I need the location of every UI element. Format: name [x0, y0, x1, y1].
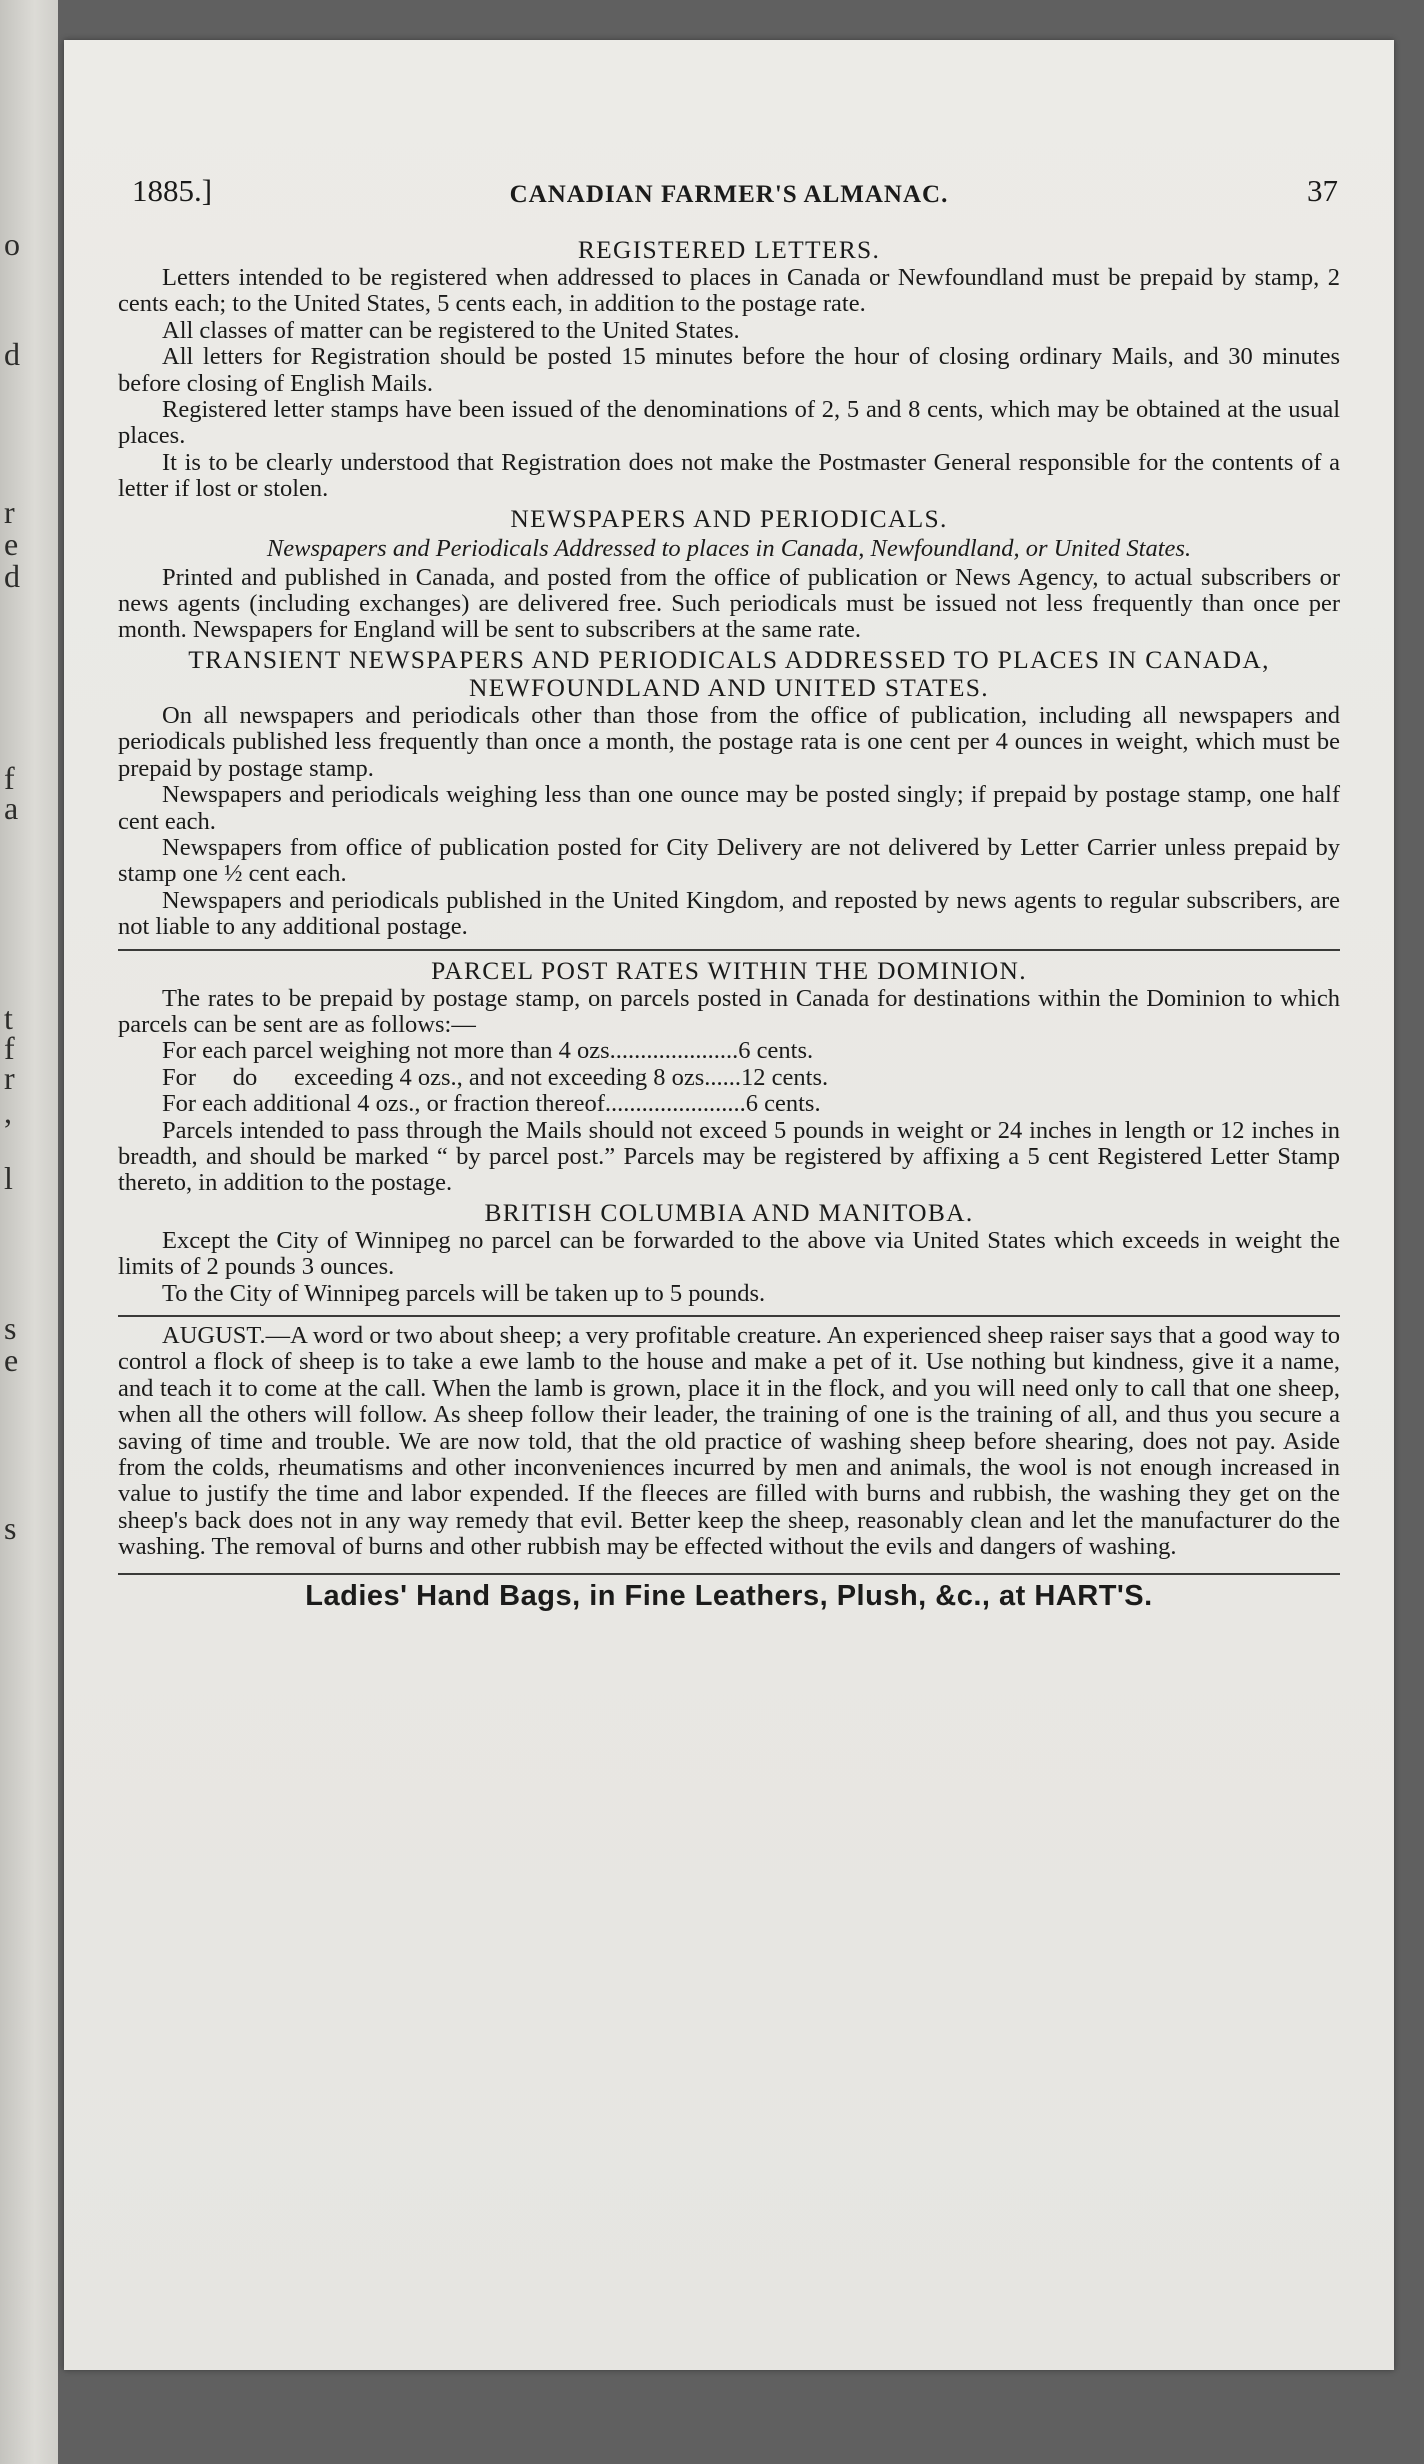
- header-title: CANADIAN FARMER'S ALMANAC.: [509, 181, 949, 208]
- edge-letter: d: [4, 336, 20, 372]
- edge-letter: s: [4, 1310, 17, 1346]
- page-number: 37: [1307, 173, 1338, 208]
- edge-letter: o: [4, 226, 20, 262]
- edge-letter: r: [4, 494, 15, 530]
- section-subtitle: Newspapers and Periodicals Addressed to places in Canada, Newfoundland, or United States.: [266, 534, 1192, 562]
- paragraph: On all newspapers and periodicals other than those from the office of publication, including all newspapers and periodicals published less frequently than once a month, the postage rata is one cent per 4 ounces in weight, which must be prepaid by postage stamp.: [118, 701, 1340, 782]
- edge-letter: e: [4, 1342, 19, 1378]
- rate-line: For each additional 4 ozs., or fraction thereof.......................6 cents.: [162, 1090, 821, 1118]
- section-british-columbia-manitoba: [118, 1199, 1340, 1307]
- edge-letter: s: [4, 1510, 17, 1546]
- paragraph: To the City of Winnipeg parcels will be taken up to 5 pounds.: [162, 1279, 766, 1307]
- paragraph: Letters intended to be registered when addressed to places in Canada or Newfoundland must be prepaid by stamp, 2 cents each; to the United States, 5 cents each, in addition to the postage rate.: [118, 264, 1340, 318]
- section-title: TRANSIENT NEWSPAPERS AND PERIODICALS ADDRESSED TO PLACES IN CANADA, NEWFOUNDLAND AND UNITED STATES.: [188, 644, 1270, 702]
- paragraph: The rates to be prepaid by postage stamp, on parcels posted in Canada for destinations within the Dominion to which parcels can be sent are as follows:—: [118, 984, 1340, 1038]
- section-title: PARCEL POST RATES WITHIN THE DOMINION.: [431, 955, 1027, 985]
- edge-letter: ,: [4, 1094, 12, 1130]
- section-newspapers-periodicals: [118, 505, 1340, 644]
- section-parcel-post: [118, 957, 1340, 1197]
- header-year: 1885.]: [132, 173, 213, 208]
- section-title: BRITISH COLUMBIA AND MANITOBA.: [484, 1197, 974, 1227]
- paragraph: Printed and published in Canada, and posted from the office of publication or News Agency, to actual subscribers or news agents (including exchanges) are delivered free. Such periodicals must be issued not less frequently than once per month. Newspapers for England will be sent to subscribers at the same rate.: [118, 563, 1340, 644]
- running-header: [118, 173, 1340, 234]
- paragraph: Newspapers and periodicals weighing less than one ounce may be posted singly; if prepaid by postage stamp, one half cent each.: [118, 781, 1340, 835]
- edge-letter: t: [4, 1000, 13, 1036]
- paragraph: All classes of matter can be registered to the United States.: [162, 316, 740, 344]
- section-title: NEWSPAPERS AND PERIODICALS.: [510, 503, 948, 533]
- section-title: REGISTERED LETTERS.: [577, 235, 881, 264]
- paragraph: Registered letter stamps have been issued of the denominations of 2, 5 and 8 cents, which may be obtained at the usual places.: [118, 396, 1340, 450]
- adjacent-page-edge: [0, 0, 58, 2464]
- paragraph: Newspapers and periodicals published in the United Kingdom, and reposted by news agents to regular subscribers, are not liable to any additional postage.: [118, 886, 1340, 941]
- paragraph: It is to be clearly understood that Registration does not make the Postmaster General responsible for the contents of a letter if lost or stolen.: [118, 448, 1340, 503]
- paragraph: Parcels intended to pass through the Mails should not exceed 5 pounds in weight or 24 inches in length or 12 inches in breadth, and should be marked “ by parcel post.” Parcels may be registered by affixing a 5 cent Registered Letter Stamp thereto, in addition to the postage.: [118, 1116, 1340, 1197]
- page-text-block: [118, 173, 1340, 1612]
- august-paragraph: AUGUST.—A word or two about sheep; a very profitable creature. An experienced sheep raiser says that a good way to control a flock of sheep is to take a ewe lamb to the house and make a pet of it. Use nothing but kindness, give it a name, and teach it to come at the call. When the lamb is grown, place it in the flock, and you will need only to call that one sheep, when all the others will follow. As sheep follow their leader, the training of one is the training of all, and thus you secure a saving of time and trouble. We are now told, that the old practice of washing sheep before shearing, does not pay. Aside from the colds, rheumatisms and other inconveniences incurred by men and animals, the wool is not enough increased in value to justify the time and labor expended. If the fleeces are filled with burns and rubbish, the washing they get on the sheep's back does not in any way remedy that evil. Better keep the sheep, reasonably clean and let the manufacturer do the washing. The removal of burns and other rubbish may be effected without the evils and dangers of washing.: [118, 1322, 1340, 1561]
- rate-line: For do exceeding 4 ozs., and not exceeding 8 ozs......12 cents.: [162, 1063, 829, 1091]
- section-transient-newspapers: [118, 646, 1340, 941]
- edge-letter: r: [4, 1060, 15, 1096]
- paragraph: Except the City of Winnipeg no parcel can be forwarded to the above via United States which exceeds in weight the limits of 2 pounds 3 ounces.: [118, 1226, 1340, 1281]
- rate-line: For each parcel weighing not more than 4 ozs.....................6 cents.: [162, 1037, 814, 1065]
- divider-rule: [118, 1315, 1340, 1317]
- footer-rule: [118, 1573, 1340, 1575]
- paragraph: Newspapers from office of publication posted for City Delivery are not delivered by Letter Carrier unless prepaid by stamp one ½ cent each.: [118, 833, 1340, 888]
- edge-letter: l: [4, 1160, 13, 1196]
- edge-letter: d: [4, 558, 20, 594]
- divider-rule: [118, 949, 1340, 951]
- section-registered-letters: [118, 236, 1340, 503]
- edge-letter: f: [4, 760, 15, 796]
- edge-letter: e: [4, 526, 19, 562]
- edge-letter: f: [4, 1030, 15, 1066]
- footer-advertisement: Ladies' Hand Bags, in Fine Leathers, Plush, &c., at HART'S.: [305, 1579, 1153, 1612]
- almanac-page: [64, 40, 1394, 2370]
- edge-letter: a: [4, 790, 19, 826]
- paragraph: All letters for Registration should be posted 15 minutes before the hour of closing ordinary Mails, and 30 minutes before closing of English Mails.: [118, 343, 1340, 397]
